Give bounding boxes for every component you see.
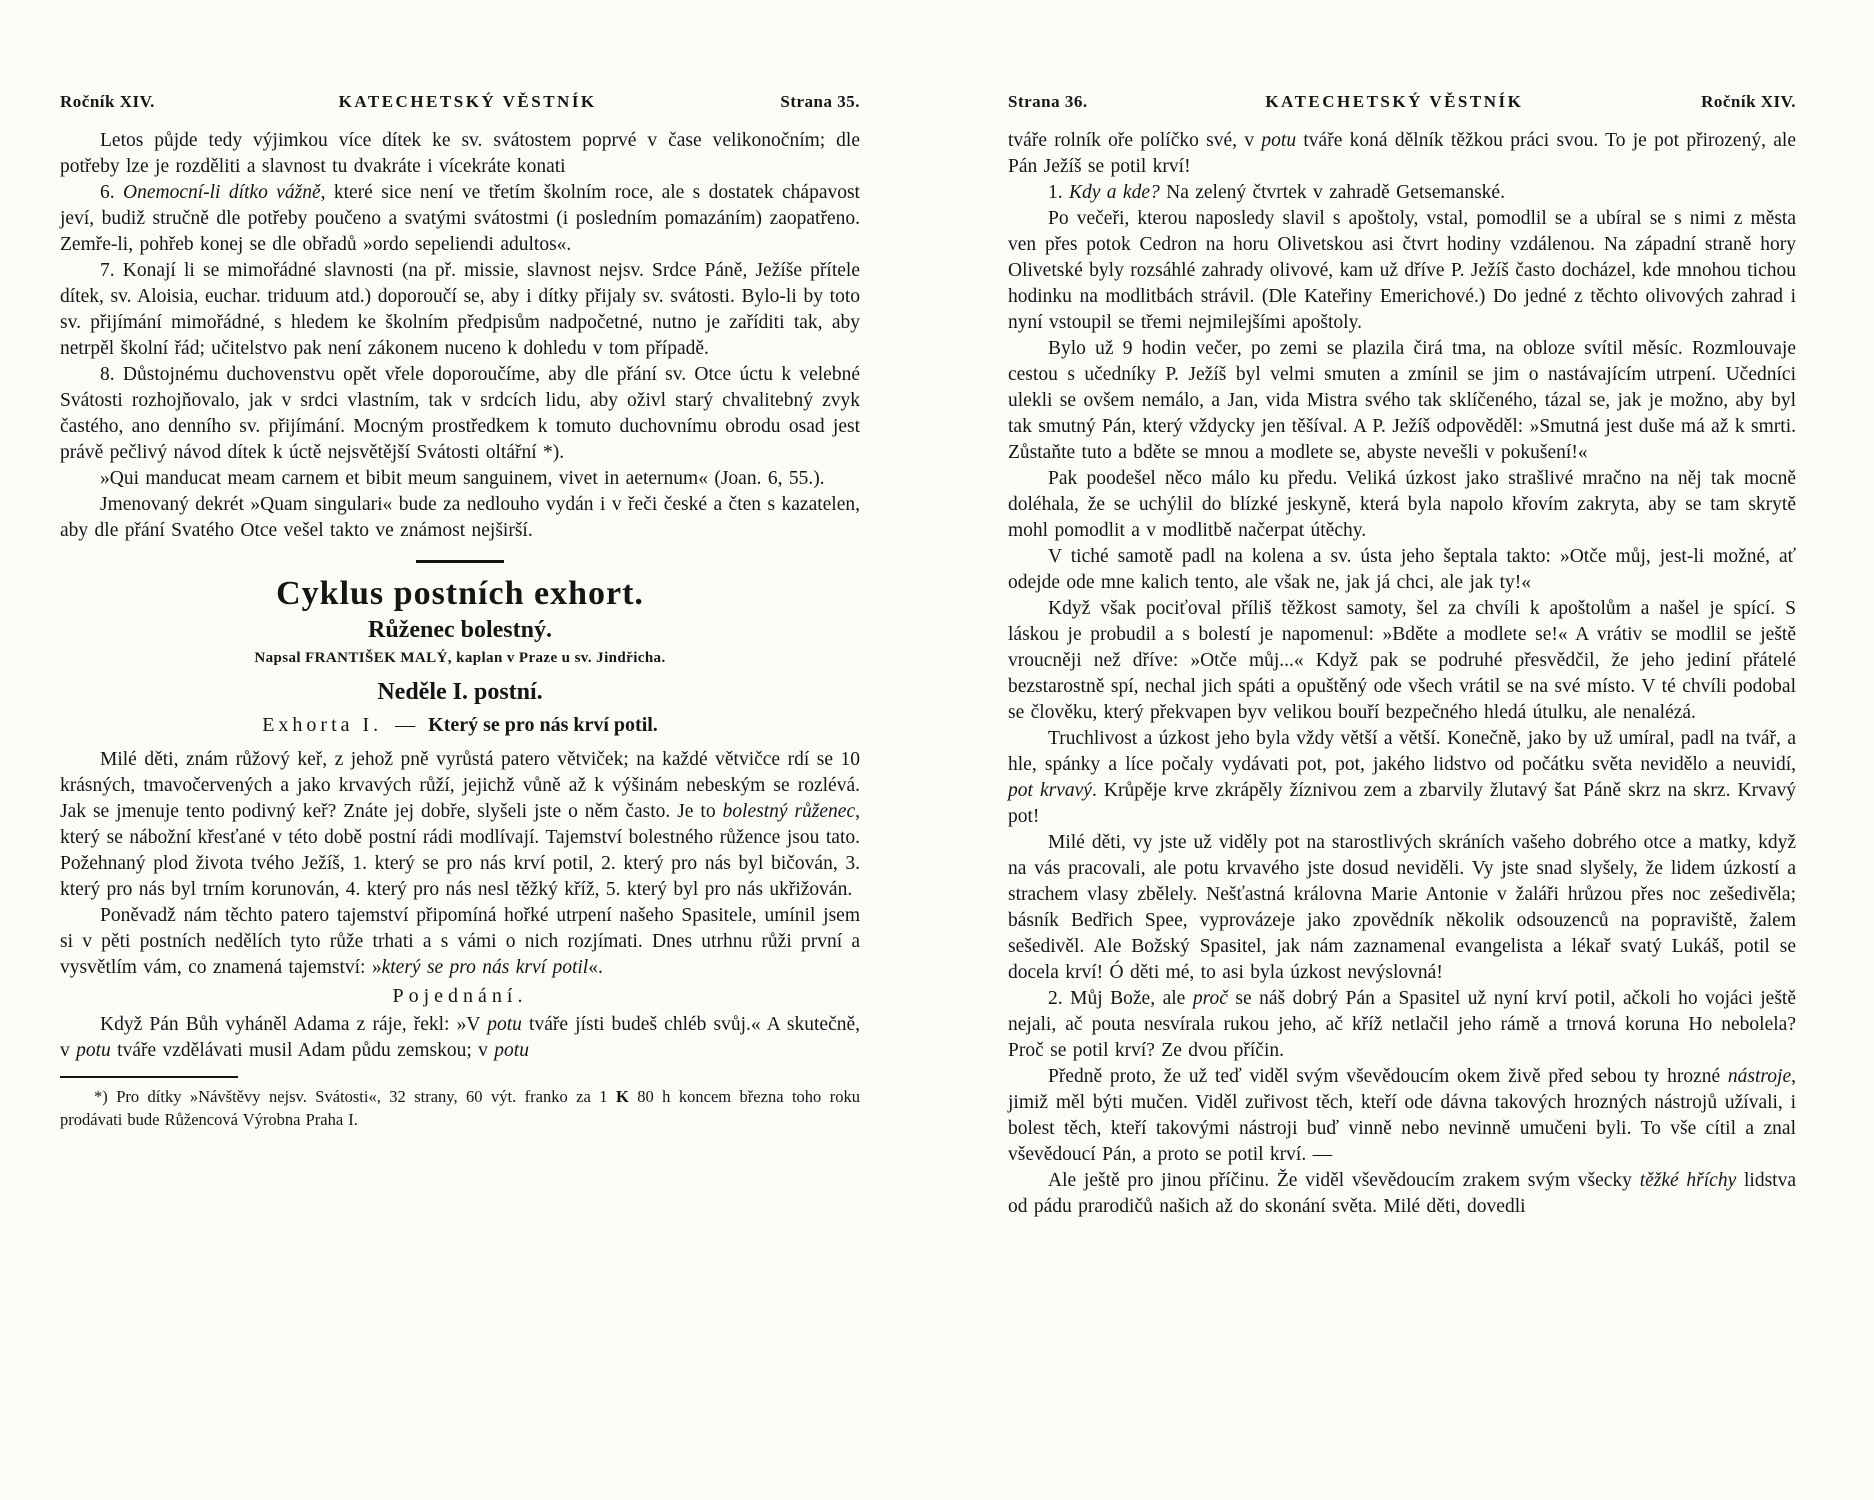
journal-title: KATECHETSKÝ VĚSTNÍK — [338, 92, 597, 111]
text-run: tváře vzdělávati musil Adam půdu zemskou; v — [110, 1040, 495, 1061]
exhorta-heading — [60, 714, 860, 737]
paragraph — [1008, 206, 1796, 336]
paragraph — [60, 180, 860, 258]
treatise-heading: Pojednání. — [392, 985, 528, 1007]
text-run: . Krůpěje krve zkrápěly žíznivou zem a zbarvily žlutavý šat Páně skrz na skrz. Krvavý pot! — [1008, 780, 1796, 827]
text-run: 2. Můj Bože, ale — [1048, 988, 1193, 1009]
page-number: Strana 36. — [1008, 92, 1088, 111]
text-run: Poněvadž nám těchto patero tajemství připomíná hořké utrpení našeho Spasitele, umínil jsem si v pěti postních nedělích tyto růže trhati a s vámi o nich rozjímati. Dnes utrhnu růži první a vysvětlím vám, co znamená tajemství: » — [60, 905, 860, 978]
text-run: Když Pán Bůh vyháněl Adama z ráje, řekl: »V — [100, 1014, 488, 1035]
footnote — [60, 1085, 860, 1131]
emphasized-text: těžké hříchy — [1639, 1170, 1737, 1191]
text-run: Bylo už 9 hodin večer, po zemi se plazila čirá tma, na obloze svítil měsíc. Rozmlouvaje cestou s učedníky P. Ježíš byl velmi smuten a zmínil se jim o nastávajícím utrpení. Učedníci ulekli se ovšem nemálo, a Jan, vida Mistra svého tak sklíčeného, tázal se, jak je možno, aby byl tak smutný Pán, který vždycky jen těšíval. A P. Ježíš odpověděl: »Smutná jest duše má až k smrti. Zůstaňte tuto a bděte se mnou a modlete se, abyste nevešli v pokušení!« — [1008, 338, 1796, 463]
emphasized-text: proč — [1192, 988, 1228, 1009]
paragraph — [1008, 466, 1796, 544]
emphasized-text: bolestný růženec — [722, 801, 856, 822]
paragraph — [1008, 544, 1796, 596]
text-run: Letos půjde tedy výjimkou více dítek ke sv. svátostem poprvé v čase velikonočním; dle potřeby lze je rozděliti a slavnost tu dvakráte i vícekráte konati — [60, 130, 860, 177]
text-run: lidstva od pádu prarodičů našich až do skonání světa. Milé děti, dovedli — [1008, 1170, 1797, 1217]
emphasized-text: Onemocní-li dítko vážně — [123, 182, 321, 203]
chapter-heading: Neděle I. postní. — [377, 679, 543, 705]
text-run: , jimiž měl býti mučen. Viděl zuřivost těch, kteří ode dávna takových hrozných nástrojů užívali, i bolest těch, kteří takovými nástroji buď vinně nebo nevinně umučeni byli. To vše cítil a znal vševědoucí Pán, a proto se potil krví. — — [1008, 1066, 1796, 1165]
emphasized-text: nástroje — [1727, 1066, 1792, 1087]
paragraph — [60, 903, 860, 981]
text-run: »Qui manducat meam carnem et bibit meum sanguinem, vivet in aeternum« (Joan. 6, 55.). — [100, 468, 825, 489]
emphasized-text: potu — [494, 1040, 529, 1061]
exhorta-text — [60, 747, 860, 981]
paragraph — [1008, 1064, 1796, 1168]
text-run: 80 h koncem března toho roku prodávati bude Růžencová Výrobna Praha I. — [60, 1087, 860, 1129]
section-divider-rule — [416, 560, 504, 563]
text-run: 1. — [1048, 182, 1069, 203]
paragraph — [60, 258, 860, 362]
text-run: 6. — [100, 182, 123, 203]
emphasized-text: pot krvavý — [1008, 780, 1092, 801]
paragraph — [60, 1012, 860, 1064]
page-35 — [60, 92, 860, 1131]
page-36 — [1008, 92, 1796, 1220]
exhorta-text-continued — [1008, 128, 1796, 1220]
article-continuation-text — [60, 128, 860, 544]
page-header-left — [60, 92, 860, 112]
paragraph — [1008, 596, 1796, 726]
exhorta-number: Exhorta I. — [262, 714, 383, 736]
emphasized-text: potu — [76, 1040, 111, 1061]
paragraph — [60, 747, 860, 903]
text-run: Ale ještě pro jinou příčinu. Že viděl vševědoucím zrakem svým všecky — [1048, 1170, 1640, 1191]
text-run: tváře jísti budeš chléb svůj.« A skutečně, v — [60, 1014, 860, 1061]
exhorta-title: Který se pro nás krví potil. — [428, 714, 658, 736]
text-run: , který se nábožní křesťané v této době postní rádi modlívají. Tajemství bolestného růžence jsou tato. Požehnaný plod života tvého Ježíš, 1. který se pro nás krví potil, 2. který pro nás byl bičován, 3. který pro nás byl trním korunován, 4. který pro nás nesl těžký kříž, 5. který byl pro nás ukřižován. — [60, 801, 860, 900]
paragraph — [1008, 830, 1796, 986]
paragraph — [1008, 726, 1796, 830]
page-number: Strana 35. — [780, 92, 860, 111]
article-title: Cyklus postních exhort. — [276, 575, 644, 612]
paragraph — [60, 128, 860, 180]
text-run: *) Pro dítky »Návštěvy nejsv. Svátosti«, 32 strany, 60 výt. franko za 1 — [94, 1087, 616, 1106]
text-run: Jmenovaný dekrét »Quam singulari« bude za nedlouho vydán i v řeči české a čten s kazatelen, aby dle přání Svatého Otce vešel takto ve známost nejširší. — [60, 494, 860, 541]
text-run: Na zelený čtvrtek v zahradě Getsemanské. — [1159, 182, 1505, 203]
text-run: tváře rolník oře políčko své, v — [1008, 130, 1262, 151]
exhorta-separator: — — [395, 714, 416, 736]
text-run: Když však pociťoval příliš těžkost samoty, šel za chvíli k apoštolům a našel je spící. S láskou je probudil a s bolestí je napomenul: »Bděte a modlete se!« A vrátiv se modlil se ještě vroucněji než dříve: »Otče můj...« Když pak se podruhé přesvědčil, že jeho jediní přátelé bezstarostně spí, nechal jich spáti a opuštěný ode všech vrátil se na své místo. V té chvíli podobal se člověku, který překvapen byv velikou bouří bezpečného hledá útulku, ale nenalézá. — [1008, 598, 1796, 723]
paragraph — [60, 492, 860, 544]
text-run: Předně proto, že už teď viděl svým vševědoucím okem živě před sebou ty hrozné — [1048, 1066, 1728, 1087]
text-run: Truchlivost a úzkost jeho byla vždy větší a větší. Konečně, jako by už umíral, padl na tvář, a hle, spánky a líce počaly vydávati pot, pot, jakého lidstvo od počátku světa nevidělo a neuvidí, — [1008, 728, 1796, 775]
paragraph — [60, 1085, 860, 1131]
article-subtitle: Růženec bolestný. — [368, 617, 552, 643]
emphasized-text: Kdy a kde? — [1069, 182, 1160, 203]
text-run: tváře koná dělník těžkou práci svou. To je pot přirozený, ale Pán Ježíš se potil krví! — [1008, 130, 1796, 177]
paragraph — [1008, 986, 1796, 1064]
emphasized-text: potu — [1261, 130, 1297, 151]
volume-label: Ročník XIV. — [1701, 92, 1796, 111]
paragraph — [1008, 128, 1796, 180]
text-run: «. — [588, 957, 603, 978]
text-run: V tiché samotě padl na kolena a sv. ústa jeho šeptala takto: »Otče můj, jest-li možné, ať odejde ode mne kalich tento, ale však ne, jak já chci, ale jak ty!« — [1008, 546, 1796, 593]
text-run: 8. Důstojnému duchovenstvu opět vřele doporoučíme, aby dle přání sv. Otce úctu k velebné Svátosti rozhojňovalo, jak v srdci vlastním, tak v srdcích lidu, aby oživl starý chvalitebný zvyk častého, ano denního sv. přijímání. Mocným prostředkem k tomuto duchovnímu obrodu osad jest právě pečlivý návod dítek k úctě nejsvětější Svátosti oltářní *). — [60, 364, 860, 463]
text-run: Pak poodešel něco málo ku předu. Veliká úzkost jako strašlivé mračno na něj tak mocně doléhala, že se uchýlil do blízké jeskyně, která byla napolo křovím zakryta, aby se tam skrytě mohl pomodlit a v modlitbě načerpat útěchy. — [1008, 468, 1796, 541]
text-run: Po večeři, kterou naposledy slavil s apoštoly, vstal, pomodlil se a ubíral se s nimi z města ven přes potok Cedron na horu Olivetskou asi čtvrt hodiny vzdálenou. Na západní straně hory Olivetské byly rozsáhlé zahrady olivové, kam už dříve P. Ježíš často docházel, kde mnohou tichou hodinku na modlitbách strávil. (Dle Kateřiny Emerichové.) Do jedné z těchto olivových zahrad i nyní vstoupil se třemi nejmilejšími apoštoly. — [1008, 208, 1796, 333]
text-run: Milé děti, vy jste už viděly pot na starostlivých skráních vašeho dobrého otce a matky, když na vás pracovali, ale potu krvavého jste dosud neviděli. Vy jste snad slyšely, že lidem úzkostí a strachem vlasy zbělely. Nešťastná královna Marie Antonie v žaláři hrůzou přes noc zešedivěla; básník Bedřich Spee, vyprovázeje jako zpovědník několik odsouzenců na popraviště, žalem sešedivěl. Ale Božský Spasitel, jak nám zaznamenal evangelista a lékař svatý Lukáš, potil se docela krví! Ó děti mé, to asi byla úzkost nevýslovná! — [1008, 832, 1796, 983]
text-run: K — [615, 1087, 629, 1106]
treatise-text — [60, 1012, 860, 1064]
emphasized-text: který se pro nás krví potil — [381, 957, 589, 978]
paragraph — [1008, 336, 1796, 466]
paragraph — [60, 362, 860, 466]
footnote-rule — [60, 1076, 238, 1078]
paragraph — [60, 466, 860, 492]
text-run: Milé děti, znám růžový keř, z jehož pně vyrůstá patero větviček; na každé větvičce rdí se 10 krásných, tmavočervených a jako krvavých růží, jejichž vůně až k výšinám nebeským se rozlévá. Jak se jmenuje tento podivný keř? Znáte jej dobře, slyšeli jste o něm často. Je to — [60, 749, 860, 822]
paragraph — [1008, 180, 1796, 206]
byline: Napsal FRANTIŠEK MALÝ, kaplan v Praze u sv. Jindřicha. — [254, 650, 666, 666]
text-run: se náš dobrý Pán a Spasitel už nyní krví potil, ačkoli ho vojáci ještě nejali, ač pouta nesvírala rukou jeho, ač kříž netlačil jeho rámě a trnová koruna Ho nebolela? Proč se potil krví? Ze dvou příčin. — [1008, 988, 1796, 1061]
text-run: 7. Konají li se mimořádné slavnosti (na př. missie, slavnost nejsv. Srdce Páně, Ježíše přítele dítek, sv. Aloisia, euchar. triduum atd.) doporoučí se, aby i dítky přijaly sv. svátosti. Bylo-li by toto sv. přijímání mimořádné, s hledem ke školním předpisům nadpočetné, nutno je zaříditi tak, aby netrpěl školní řád; učitelstvo pak není zákonem nuceno k dohledu v tom případě. — [60, 260, 860, 359]
text-run: , které sice není ve třetím školním roce, ale s dostatek chápavost jeví, budiž stručně dle potřeby poučeno a svatými svátostmi (i posledním pomazáním) zaopatřeno. Zemře-li, pohřeb konej se dle obřadů »ordo sepeliendi adultos«. — [60, 182, 860, 255]
journal-title: KATECHETSKÝ VĚSTNÍK — [1265, 92, 1524, 111]
volume-label: Ročník XIV. — [60, 92, 155, 111]
emphasized-text: potu — [487, 1014, 522, 1035]
page-header-right — [1008, 92, 1796, 112]
paragraph — [1008, 1168, 1796, 1220]
